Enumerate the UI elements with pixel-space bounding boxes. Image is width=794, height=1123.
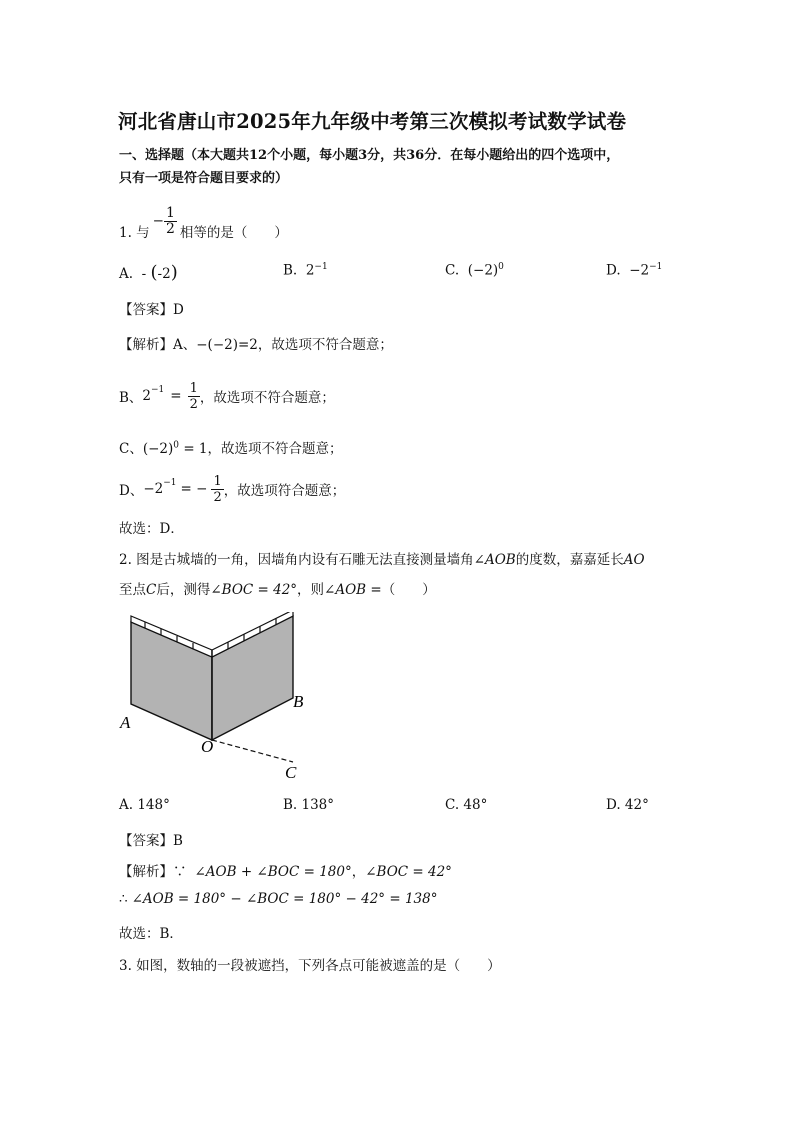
q1-c-post: ，故选项不符合题意； (207, 441, 343, 457)
q2-l2-mid2: ，则 (297, 582, 325, 598)
q1-option-d (606, 262, 662, 279)
point-c-label: C (285, 763, 297, 782)
q2-comma: ， (351, 864, 366, 880)
q1-d-frac (211, 474, 223, 505)
q1-stem-tail: 相等的是（ ） (179, 225, 288, 241)
q1-b-base: 2 (142, 388, 152, 404)
q1-number: 1. 与 (119, 225, 150, 241)
q2-option-b: B. 138° (283, 797, 335, 813)
q1-frac-minus: − (152, 213, 164, 229)
q1-stem (119, 198, 288, 244)
q2-conclusion: 故选：B． (119, 926, 183, 942)
q1-analysis-d (119, 467, 345, 511)
q1-option-a: A. - (-2) (119, 262, 178, 283)
q1-opt-d-label: D. (606, 262, 621, 279)
q2-answer-tag: 【答案】 (119, 833, 173, 849)
q1-frac-den: 2 (165, 220, 175, 237)
q2-l1-pre: 2. 图是古城墙的一角，因墙角内设有石雕无法直接测量墙角 (119, 552, 474, 568)
q2-l2-expr2: ∠AOB = (324, 582, 382, 598)
city-wall-figure (115, 612, 315, 792)
q2-option-a: A. 148° (119, 797, 170, 813)
q2-l1-ao: AO (623, 552, 645, 568)
q1-option-b (283, 262, 328, 279)
q1-answer (119, 298, 184, 318)
q1-opt-b-label: B. (283, 262, 298, 279)
q2-answer-value: B (173, 833, 183, 849)
q1-analysis-c (119, 437, 343, 457)
q1-analysis-a (119, 333, 393, 353)
q2-because-symbol: ∵ (173, 864, 187, 880)
q1-answer-value: D (173, 302, 184, 318)
q1-d-post: ，故选项符合题意； (223, 483, 346, 499)
q1-a-expr: −(−2)=2 (196, 337, 258, 353)
q2-l2-mid: 后，测得 (156, 582, 211, 598)
q1-a-post: ，故选项不符合题意； (257, 337, 393, 353)
q1-conclusion: 故选：D． (119, 521, 184, 537)
q2-stem-line2 (119, 578, 436, 598)
q1-opt-a-inner: -2 (157, 266, 171, 282)
point-a-label: A (120, 713, 131, 732)
q2-option-c: C. 48° (445, 797, 488, 813)
q2-option-d: D. 42° (606, 797, 649, 813)
q1-c-base: (−2) (142, 441, 174, 457)
q1-b-pre: B、 (119, 390, 143, 406)
q1-opt-a-sign: - (141, 266, 147, 282)
q2-expr3: ∠AOB = 180° − ∠BOC = 180° − 42° = 138° (131, 891, 438, 907)
point-b-label: B (293, 692, 304, 711)
q3-stem: 3. 如图，数轴的一段被遮挡，下列各点可能被遮盖的是（ ） (119, 958, 501, 974)
q1-d-base: −2 (143, 481, 164, 497)
q2-l2-pre: 至点 (119, 582, 146, 598)
q2-l1-angle: ∠AOB (473, 552, 516, 568)
q2-l2-post: （ ） (381, 582, 436, 598)
q1-b-frac (188, 381, 200, 412)
q1-opt-c-label: C. (445, 262, 460, 279)
q2-l1-post: 的度数，嘉嘉延长 (515, 552, 624, 568)
q1-option-c (445, 262, 504, 279)
section-header-line2: 只有一项是符合题目要求的） (119, 171, 289, 186)
q1-opt-d-exp: −1 (649, 262, 663, 272)
q1-opt-c-exp: 0 (498, 262, 504, 272)
q1-b-eq: = (170, 388, 182, 404)
q1-b-post: ，故选项不符合题意； (199, 390, 335, 406)
q1-b-frac-num: 1 (189, 380, 198, 396)
point-o-label: O (201, 737, 214, 756)
q1-d-eq: = − (180, 481, 208, 497)
q2-analysis-tag: 【解析】 (119, 864, 173, 880)
q1-opt-a-label: A. (119, 266, 134, 282)
q1-analysis-tag: 【解析】 (119, 337, 173, 353)
q2-answer (119, 829, 183, 849)
q1-d-frac-den: 2 (213, 489, 222, 505)
page-title: 河北省唐山市2025年九年级中考第三次模拟考试数学试卷 (118, 110, 627, 133)
q1-b-exp: −1 (151, 385, 165, 395)
q2-l2-expr: ∠BOC = 42° (210, 582, 298, 598)
q1-c-exp: 0 (173, 440, 180, 451)
q1-opt-b-exp: −1 (314, 262, 328, 272)
q2-therefore-symbol: ∴ (119, 891, 128, 907)
q2-l2-c: C (146, 582, 157, 598)
q1-analysis-b (119, 374, 335, 418)
q1-d-pre: D、 (119, 483, 144, 499)
q1-opt-d-base: −2 (629, 262, 650, 279)
q1-opt-c-base: (−2) (467, 262, 499, 279)
q1-frac-num: 1 (165, 204, 175, 221)
q1-c-pre: C、 (119, 441, 143, 457)
q2-expr1: ∠AOB + ∠BOC = 180° (194, 864, 352, 880)
q2-analysis-line1 (119, 860, 452, 880)
q1-a-pre: A、 (173, 337, 197, 353)
q1-d-frac-num: 1 (213, 473, 222, 489)
q2-expr2: ∠BOC = 42° (365, 864, 452, 880)
q1-answer-tag: 【答案】 (119, 302, 173, 318)
q1-b-frac-den: 2 (189, 396, 198, 412)
q1-opt-b-base: 2 (305, 262, 315, 279)
q1-d-exp: −1 (163, 478, 177, 488)
q1-frac (164, 206, 177, 237)
q2-analysis-line2 (119, 891, 437, 907)
q2-stem-line1 (119, 548, 645, 568)
q1-c-eq: = 1 (183, 441, 208, 457)
q1-stem-fraction (153, 206, 177, 237)
section-header-line1: 一、选择题（本大题共12个小题，每小题3分，共36分．在每小题给出的四个选项中， (119, 148, 620, 163)
